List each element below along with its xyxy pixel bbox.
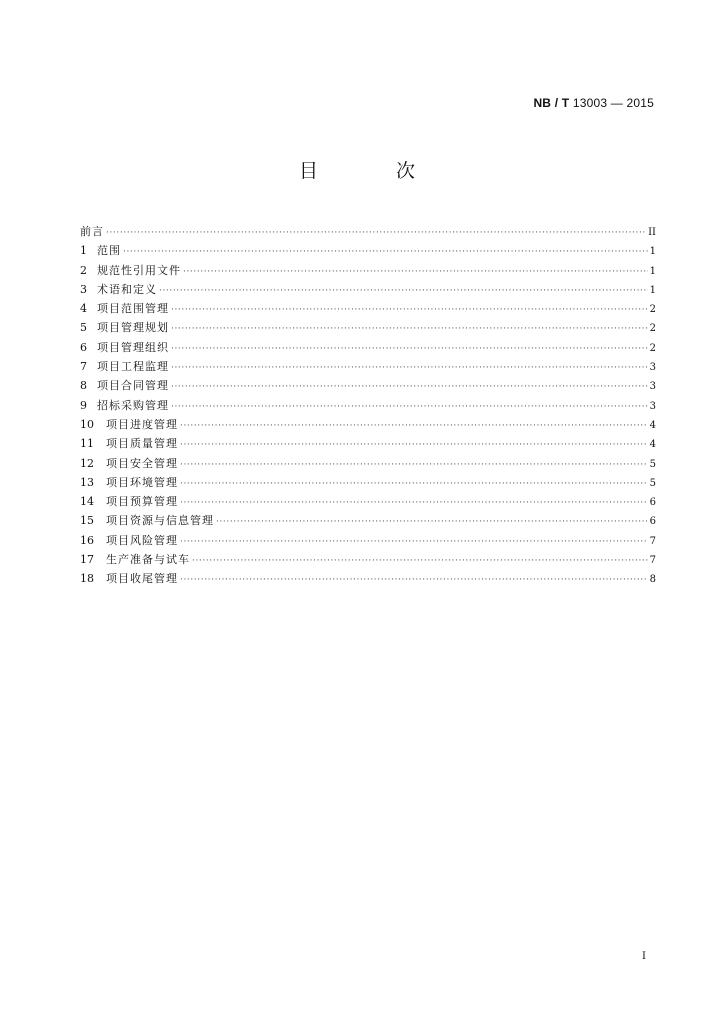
toc-entry[interactable] [80, 396, 656, 415]
toc-entry-label: 生产准备与试车 [106, 553, 190, 567]
toc-entry-label: 范围 [97, 244, 121, 258]
toc-entry[interactable] [80, 434, 656, 453]
toc-entry-page: 5 [649, 477, 656, 489]
toc-entry-number: 11 [80, 437, 94, 451]
toc-entry[interactable] [80, 318, 656, 337]
toc-entry[interactable] [80, 569, 656, 588]
toc-entry[interactable] [80, 473, 656, 492]
toc-entry-page: 1 [649, 284, 656, 296]
toc-dot-leader [171, 398, 648, 417]
toc-entry[interactable] [80, 550, 656, 569]
toc-entry-label: 项目工程监理 [97, 360, 169, 374]
toc-dot-leader [180, 494, 648, 513]
toc-entry-number: 8 [80, 379, 87, 393]
toc-entry-page: 3 [649, 400, 656, 412]
toc-dot-leader [180, 571, 648, 590]
standard-code [533, 96, 654, 110]
toc-entry-page: 4 [649, 439, 656, 451]
toc-entry[interactable] [80, 492, 656, 511]
toc-dot-leader [180, 533, 648, 552]
toc-entry-number: 7 [80, 360, 87, 374]
toc-dot-leader [180, 436, 648, 455]
toc-entry-number: 2 [80, 263, 87, 277]
toc-dot-leader [123, 243, 648, 262]
toc-dot-leader [171, 301, 648, 320]
toc-dot-leader [106, 224, 646, 243]
toc-entry-number: 6 [80, 340, 87, 354]
toc-entry-page: 1 [649, 265, 656, 277]
page-number: I [642, 951, 646, 962]
toc-entry-page: 2 [649, 323, 656, 335]
toc-entry-page: 3 [649, 381, 656, 393]
toc-entry[interactable] [80, 511, 656, 530]
toc-entry-label: 项目质量管理 [106, 437, 178, 451]
standard-code-prefix: NB / T [533, 96, 570, 110]
toc-entry-page: 3 [649, 362, 656, 374]
toc-dot-leader [180, 456, 648, 475]
toc-entry-label: 项目安全管理 [106, 456, 178, 470]
toc-entry[interactable] [80, 338, 656, 357]
toc-entry[interactable] [80, 357, 656, 376]
toc-dot-leader [171, 378, 648, 397]
toc-dot-leader [171, 359, 648, 378]
toc-entry[interactable] [80, 454, 656, 473]
toc-entry-label: 术语和定义 [97, 282, 157, 296]
toc-entry-label: 项目收尾管理 [106, 572, 178, 586]
toc-entry-number: 4 [80, 302, 87, 316]
toc-entry-label: 规范性引用文件 [97, 263, 181, 277]
toc-entry-number: 14 [80, 495, 94, 509]
toc-entry-number: 16 [80, 533, 94, 547]
toc-entry-page: 6 [649, 516, 656, 528]
toc-entry-number: 3 [80, 282, 87, 296]
toc-entry[interactable] [80, 415, 656, 434]
toc-entry[interactable] [80, 531, 656, 550]
toc-entry-label: 项目管理组织 [97, 340, 169, 354]
toc-entry-number: 9 [80, 398, 87, 412]
toc-dot-leader [180, 475, 648, 494]
toc-entry-page: 2 [649, 304, 656, 316]
toc-title: 目 次 [298, 160, 452, 182]
toc-entry-page: 6 [649, 497, 656, 509]
toc-entry-number: 1 [80, 244, 87, 258]
toc-entry-label: 前言 [80, 225, 104, 238]
toc-entry-label: 项目环境管理 [106, 475, 178, 489]
toc-entry-number: 17 [80, 553, 94, 567]
toc-entry-page: II [648, 227, 656, 238]
toc-entry[interactable] [80, 222, 656, 241]
toc-entry[interactable] [80, 261, 656, 280]
toc-entry[interactable] [80, 280, 656, 299]
toc-entry-number: 18 [80, 572, 94, 586]
toc-entry-number: 10 [80, 417, 94, 431]
toc-dot-leader [192, 552, 648, 571]
toc-entry-label: 项目管理规划 [97, 321, 169, 335]
toc-entry-label: 项目范围管理 [97, 302, 169, 316]
toc-entry[interactable] [80, 299, 656, 318]
toc-entry-label: 项目资源与信息管理 [106, 514, 214, 528]
toc-entry-label: 项目合同管理 [97, 379, 169, 393]
toc-entry-page: 8 [649, 574, 656, 586]
toc-entry-page: 4 [649, 419, 656, 431]
toc-entry-label: 招标采购管理 [97, 398, 169, 412]
toc-entry-page: 7 [649, 555, 656, 567]
toc-entry-number: 5 [80, 321, 87, 335]
toc-dot-leader [180, 417, 648, 436]
toc-dot-leader [171, 340, 648, 359]
toc-entry[interactable] [80, 376, 656, 395]
toc-entry-number: 13 [80, 475, 94, 489]
toc-entry-label: 项目风险管理 [106, 533, 178, 547]
toc-entry-page: 5 [649, 458, 656, 470]
toc-entry-label: 项目预算管理 [106, 495, 178, 509]
toc-entry-page: 2 [649, 342, 656, 354]
toc-entry-label: 项目进度管理 [106, 417, 178, 431]
toc-entry-number: 12 [80, 456, 94, 470]
toc-dot-leader [171, 320, 648, 339]
table-of-contents [80, 222, 656, 589]
toc-dot-leader [216, 513, 648, 532]
toc-dot-leader [183, 263, 648, 282]
standard-code-number: 13003 — 2015 [572, 96, 654, 110]
toc-entry-page: 1 [649, 246, 656, 258]
toc-entry[interactable] [80, 241, 656, 260]
toc-entry-number: 15 [80, 514, 94, 528]
toc-entry-page: 7 [649, 535, 656, 547]
toc-dot-leader [159, 282, 648, 301]
